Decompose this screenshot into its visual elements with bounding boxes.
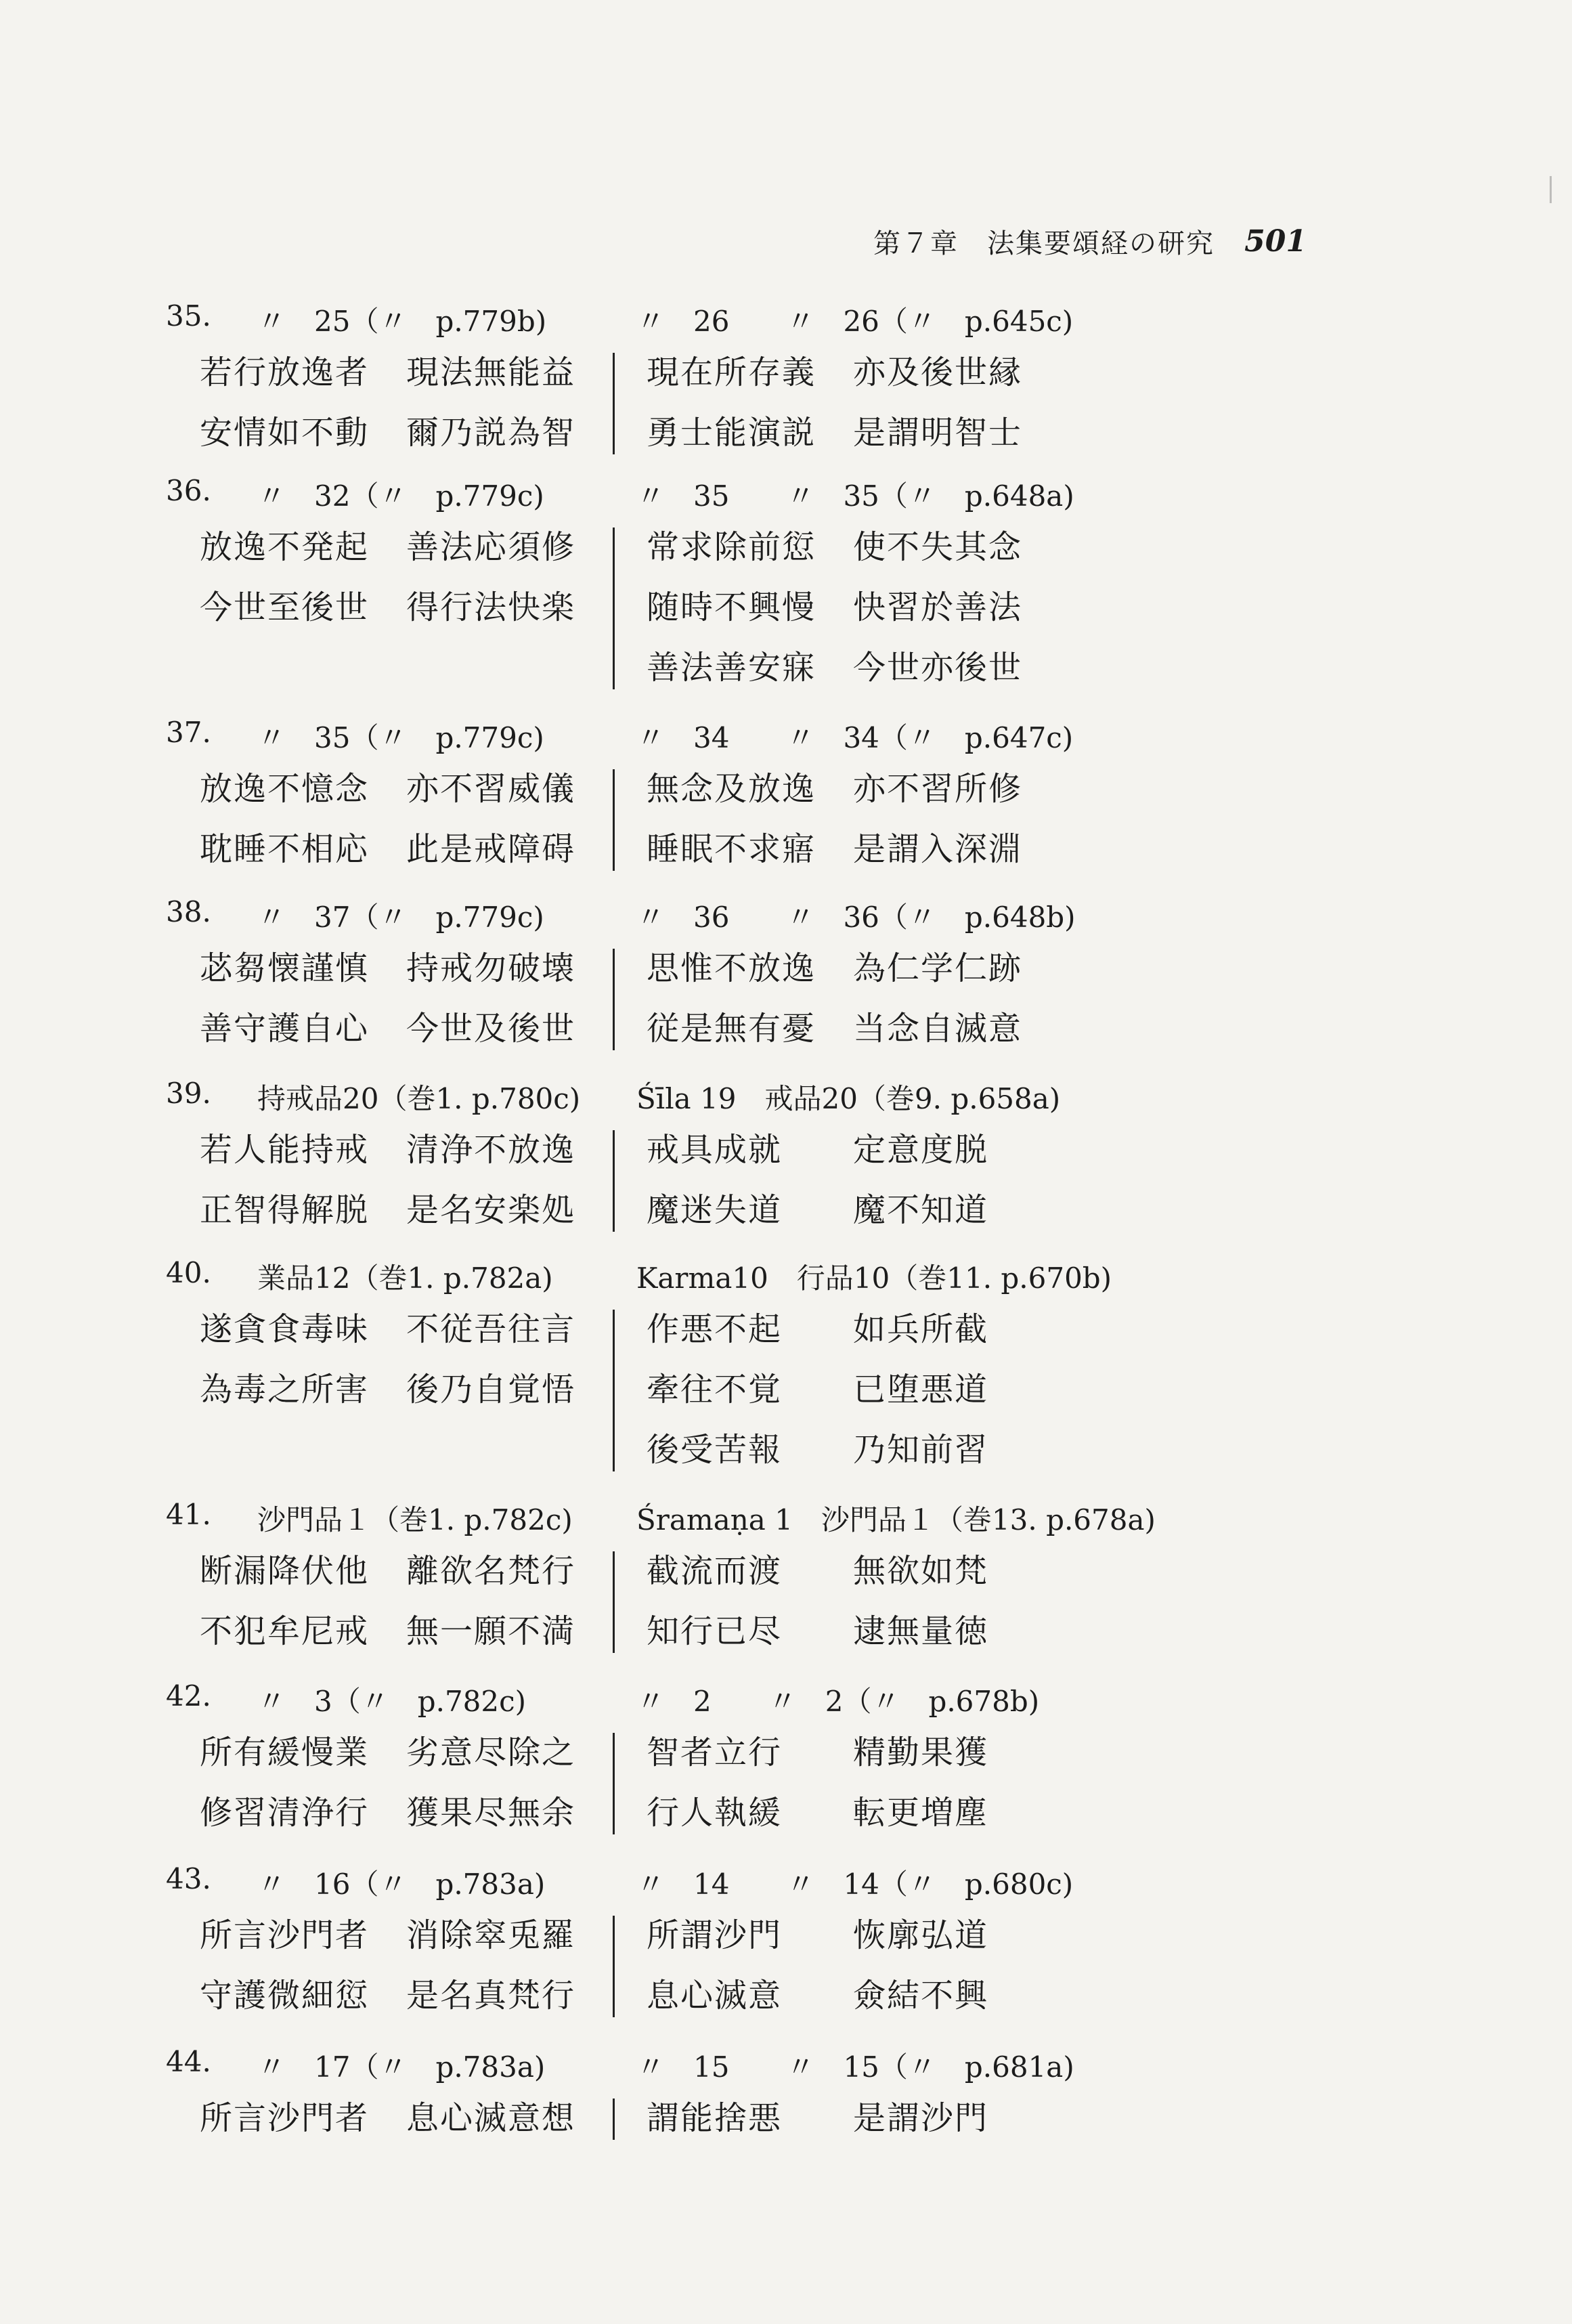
right-reference: Śramaṇa 1 沙門品１（巻13. p.678a) — [636, 1503, 1156, 1536]
entry-reference — [0, 1862, 1572, 1903]
entry-reference — [0, 474, 1572, 515]
right-reference: 〃 14 〃 14（〃 p.680c) — [636, 1868, 1074, 1901]
left-verse-phrase: 苾芻懐謹慎 — [200, 949, 370, 987]
right-verse-phrase: 是謂明智士 — [853, 413, 1023, 452]
left-reference: 〃 25（〃 p.779b) — [257, 305, 547, 338]
right-verse-phrase: 常求除前愆 — [647, 528, 816, 566]
left-verse-phrase: 耽睡不相応 — [200, 830, 370, 868]
column-divider — [613, 2099, 615, 2140]
left-verse-phrase: 消除窣兎羅 — [406, 1916, 576, 1954]
entry-number: 36. — [166, 474, 211, 507]
left-reference: 〃 35（〃 p.779c) — [257, 721, 544, 754]
left-verse-phrase: 是名安楽処 — [406, 1190, 576, 1229]
verse-line — [0, 518, 1572, 569]
right-verse-phrase: 後受苦報 — [647, 1430, 783, 1469]
right-verse-phrase: 無欲如梵 — [853, 1551, 989, 1590]
left-verse-phrase: 今世至後世 — [200, 588, 370, 626]
column-divider — [613, 1310, 615, 1471]
left-verse-phrase: 清浄不放逸 — [406, 1130, 576, 1169]
right-reference: 〃 35 〃 35（〃 p.648a) — [636, 479, 1074, 513]
verse-line — [0, 1602, 1572, 1654]
verse-line — [0, 1542, 1572, 1593]
left-reference: 業品12（巻1. p.782a) — [257, 1262, 553, 1295]
verse-line — [0, 1421, 1572, 1472]
left-reference: 〃 32（〃 p.779c) — [257, 479, 544, 513]
left-reference: 〃 37（〃 p.779c) — [257, 901, 544, 934]
entry-reference — [0, 895, 1572, 936]
right-verse-phrase: 知行已尽 — [647, 1612, 783, 1650]
right-verse-phrase: 戒具成就 — [647, 1130, 783, 1169]
left-verse-phrase: 若人能持戒 — [200, 1130, 370, 1169]
left-verse-phrase: 不犯牟尼戒 — [200, 1612, 370, 1650]
left-verse-phrase: 善守護自心 — [200, 1009, 370, 1048]
left-verse-phrase: 安情如不動 — [200, 413, 370, 452]
verse-line — [0, 939, 1572, 991]
left-verse-phrase: 若行放逸者 — [200, 353, 370, 391]
entry-number: 40. — [166, 1256, 211, 1289]
right-verse-phrase: 睡眠不求寤 — [647, 830, 816, 868]
right-reference: 〃 15 〃 15（〃 p.681a) — [636, 2050, 1074, 2084]
right-verse-phrase: 転更増塵 — [853, 1793, 989, 1832]
left-verse-phrase: 後乃自覚悟 — [406, 1370, 576, 1408]
left-verse-phrase: 守護微細愆 — [200, 1976, 370, 2015]
right-verse-phrase: 随時不興慢 — [647, 588, 816, 626]
right-verse-phrase: 已堕悪道 — [853, 1370, 989, 1408]
left-verse-phrase: 遂貪食毒味 — [200, 1310, 370, 1348]
right-verse-phrase: 魔迷失道 — [647, 1190, 783, 1229]
column-divider — [613, 353, 615, 454]
left-verse-phrase: 是名真梵行 — [406, 1976, 576, 2015]
right-verse-phrase: 魔不知道 — [853, 1190, 989, 1229]
verse-line — [0, 2089, 1572, 2140]
right-verse-phrase: 無念及放逸 — [647, 769, 816, 808]
entry-number: 41. — [166, 1498, 211, 1531]
verse-line — [0, 1300, 1572, 1352]
right-verse-phrase: 使不失其念 — [853, 528, 1023, 566]
left-reference: 持戒品20（巻1. p.780c) — [257, 1082, 581, 1115]
page-number: 501 — [1244, 223, 1307, 259]
left-verse-phrase: 為毒之所害 — [200, 1370, 370, 1408]
column-divider — [613, 769, 615, 871]
verse-line — [0, 999, 1572, 1051]
left-reference: 沙門品１（巻1. p.782c) — [257, 1503, 573, 1536]
column-divider — [613, 1916, 615, 2017]
right-verse-phrase: 定意度脱 — [853, 1130, 989, 1169]
right-verse-phrase: 是謂入深淵 — [853, 830, 1023, 868]
right-verse-phrase: 所謂沙門 — [647, 1916, 783, 1954]
entry-reference — [0, 1679, 1572, 1720]
entry-number: 38. — [166, 895, 211, 928]
right-verse-phrase: 勇士能演説 — [647, 413, 816, 452]
column-divider — [613, 1130, 615, 1232]
right-verse-phrase: 当念自滅意 — [853, 1009, 1023, 1048]
left-verse-phrase: 得行法快楽 — [406, 588, 576, 626]
right-reference: 〃 26 〃 26（〃 p.645c) — [636, 305, 1074, 338]
left-reference: 〃 17（〃 p.783a) — [257, 2050, 546, 2084]
right-verse-phrase: 今世亦後世 — [853, 648, 1023, 687]
verse-line — [0, 760, 1572, 811]
left-verse-phrase: 善法応須修 — [406, 528, 576, 566]
entry-number: 37. — [166, 716, 211, 749]
right-verse-phrase: 僉結不興 — [853, 1976, 989, 2015]
left-verse-phrase: 所言沙門者 — [200, 1916, 370, 1954]
entry-reference — [0, 1256, 1572, 1297]
right-verse-phrase: 行人執緩 — [647, 1793, 783, 1832]
right-verse-phrase: 作悪不起 — [647, 1310, 783, 1348]
left-verse-phrase: 今世及後世 — [406, 1009, 576, 1048]
left-reference: 〃 16（〃 p.783a) — [257, 1868, 546, 1901]
left-verse-phrase: 修習清浄行 — [200, 1793, 370, 1832]
verse-line — [0, 820, 1572, 872]
right-verse-phrase: 精勤果獲 — [853, 1733, 989, 1771]
right-reference: 〃 2 〃 2（〃 p.678b) — [636, 1685, 1040, 1718]
left-verse-phrase: 劣意尽除之 — [406, 1733, 576, 1771]
right-verse-phrase: 現在所存義 — [647, 353, 816, 391]
left-verse-phrase: 持戒勿破壊 — [406, 949, 576, 987]
verse-line — [0, 1181, 1572, 1232]
right-verse-phrase: 善法善安寐 — [647, 648, 816, 687]
left-reference: 〃 3（〃 p.782c) — [257, 1685, 527, 1718]
right-reference: Śīla 19 戒品20（巻9. p.658a) — [636, 1082, 1061, 1115]
right-reference: Karma10 行品10（巻11. p.670b) — [636, 1262, 1112, 1295]
left-verse-phrase: 現法無能益 — [406, 353, 576, 391]
column-divider — [613, 1551, 615, 1653]
entry-reference — [0, 299, 1572, 340]
right-verse-phrase: 謂能捨悪 — [647, 2099, 783, 2137]
running-header — [873, 221, 1307, 261]
entry-number: 39. — [166, 1077, 211, 1110]
left-verse-phrase: 息心滅意想 — [406, 2099, 576, 2137]
entry-number: 44. — [166, 2045, 211, 2078]
left-verse-phrase: 放逸不発起 — [200, 528, 370, 566]
right-reference: 〃 36 〃 36（〃 p.648b) — [636, 901, 1076, 934]
entry-number: 43. — [166, 1862, 211, 1895]
entry-reference — [0, 1498, 1572, 1538]
verse-line — [0, 578, 1572, 630]
left-verse-phrase: 離欲名梵行 — [406, 1551, 576, 1590]
left-verse-phrase: 爾乃説為智 — [406, 413, 576, 452]
verse-line — [0, 404, 1572, 455]
left-verse-phrase: 断漏降伏他 — [200, 1551, 370, 1590]
right-verse-phrase: 恢廓弘道 — [853, 1916, 989, 1954]
entry-reference — [0, 2045, 1572, 2086]
entry-number: 35. — [166, 299, 211, 332]
verse-line — [0, 1360, 1572, 1412]
entry-reference — [0, 716, 1572, 756]
right-verse-phrase: 息心滅意 — [647, 1976, 783, 2015]
column-divider — [613, 528, 615, 689]
left-verse-phrase: 亦不習威儀 — [406, 769, 576, 808]
verse-line — [0, 1121, 1572, 1172]
right-verse-phrase: 亦及後世縁 — [853, 353, 1023, 391]
chapter-title: 第７章 法集要頌経の研究 — [873, 228, 1215, 259]
left-verse-phrase: 無一願不満 — [406, 1612, 576, 1650]
verse-line — [0, 639, 1572, 690]
entry-number: 42. — [166, 1679, 211, 1713]
verse-line — [0, 1906, 1572, 1958]
scan-mark — [1550, 176, 1552, 203]
left-verse-phrase: 放逸不憶念 — [200, 769, 370, 808]
right-reference: 〃 34 〃 34（〃 p.647c) — [636, 721, 1074, 754]
right-verse-phrase: 截流而渡 — [647, 1551, 783, 1590]
left-verse-phrase: 所言沙門者 — [200, 2099, 370, 2137]
left-verse-phrase: 所有緩慢業 — [200, 1733, 370, 1771]
left-verse-phrase: 獲果尽無余 — [406, 1793, 576, 1832]
verse-line — [0, 1966, 1572, 2018]
verse-line — [0, 1723, 1572, 1775]
right-verse-phrase: 乃知前習 — [853, 1430, 989, 1469]
entry-reference — [0, 1077, 1572, 1117]
right-verse-phrase: 従是無有憂 — [647, 1009, 816, 1048]
verse-line — [0, 1784, 1572, 1835]
right-verse-phrase: 逮無量徳 — [853, 1612, 989, 1650]
left-verse-phrase: 不従吾往言 — [406, 1310, 576, 1348]
right-verse-phrase: 為仁学仁跡 — [853, 949, 1023, 987]
right-verse-phrase: 如兵所截 — [853, 1310, 989, 1348]
column-divider — [613, 1733, 615, 1834]
right-verse-phrase: 智者立行 — [647, 1733, 783, 1771]
right-verse-phrase: 思惟不放逸 — [647, 949, 816, 987]
left-verse-phrase: 正智得解脱 — [200, 1190, 370, 1229]
right-verse-phrase: 亦不習所修 — [853, 769, 1023, 808]
column-divider — [613, 949, 615, 1050]
right-verse-phrase: 快習於善法 — [853, 588, 1023, 626]
verse-line — [0, 343, 1572, 395]
right-verse-phrase: 牽往不覚 — [647, 1370, 783, 1408]
left-verse-phrase: 此是戒障碍 — [406, 830, 576, 868]
right-verse-phrase: 是謂沙門 — [853, 2099, 989, 2137]
